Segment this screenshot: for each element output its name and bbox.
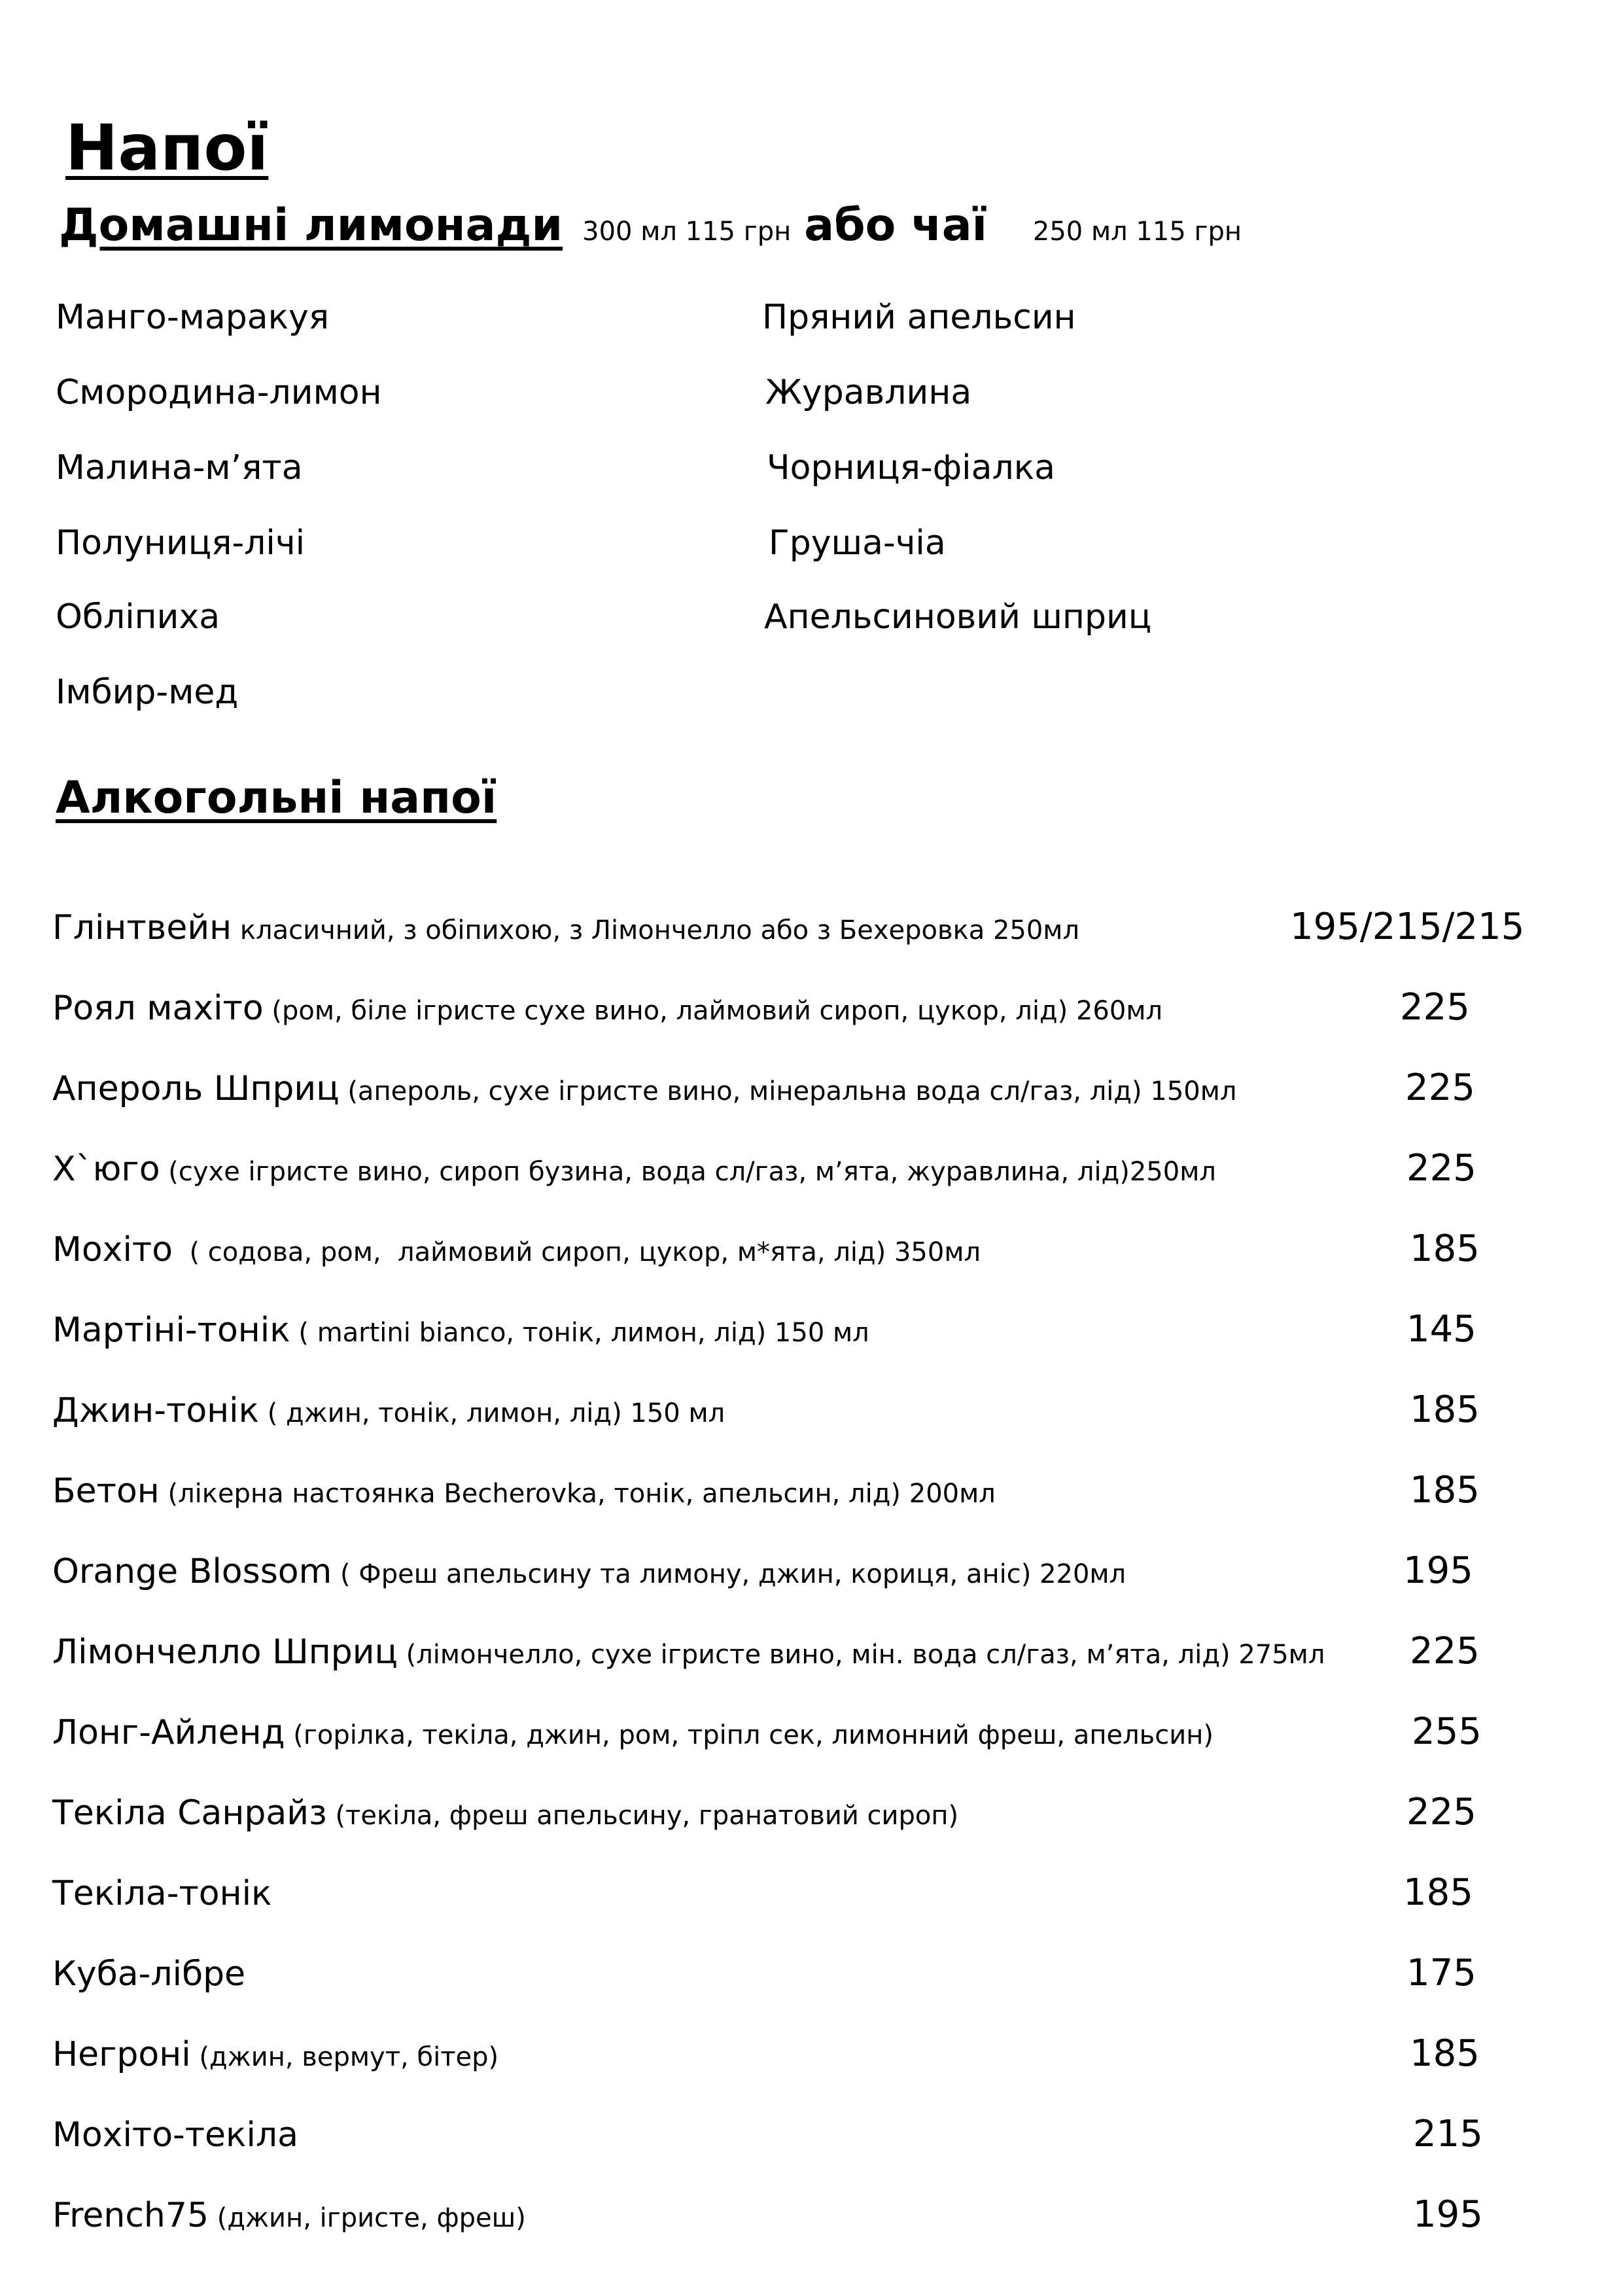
drink-row: [52, 1311, 869, 1350]
drink-price: 185: [1403, 1871, 1473, 1914]
drink-description: (джин, ігристе, фреш): [209, 2203, 526, 2233]
drink-price: 225: [1405, 1067, 1475, 1109]
lemonade-item: Апельсиновий шприц: [764, 597, 1152, 637]
page-title: Напої: [65, 111, 269, 185]
drink-name: Негроні: [52, 2035, 191, 2074]
drink-name: Мохіто-текіла: [52, 2115, 299, 2155]
drink-price: 195: [1403, 1549, 1473, 1592]
lemonade-item: Манго-маракуя: [56, 298, 330, 337]
alcohol-section-title: Алкогольні напої: [56, 772, 497, 824]
drink-description: (сухе ігристе вино, сироп бузина, вода сл/газ, м’ята, журавлина, лід)250мл: [160, 1157, 1216, 1187]
lemonade-item: Пряний апельсин: [762, 298, 1076, 337]
lemonade-item: Журавлина: [765, 373, 972, 412]
drink-row: [52, 1793, 958, 1833]
or-tea-label: або чаї: [804, 200, 987, 251]
drink-description: (текіла, фреш апельсину, гранатовий сироп): [326, 1801, 959, 1831]
drink-description: ( Фреш апельсину та лимону, джин, кориця, аніс) 220мл: [332, 1559, 1126, 1589]
drink-name: Апероль Шприц: [52, 1069, 340, 1108]
drink-price: 225: [1406, 1791, 1476, 1833]
drink-row: [52, 989, 1162, 1028]
lemonades-title: Домашні лимонади: [59, 200, 563, 251]
drink-price: 185: [1410, 2032, 1480, 2075]
drink-row: [52, 1472, 996, 1511]
drink-row: [52, 1069, 1236, 1108]
drink-row: [52, 1391, 725, 1430]
drink-row: [52, 1633, 1325, 1672]
drink-description: (джин, вермут, бітер): [190, 2042, 499, 2072]
lemonade-item: Полуниця-лічі: [56, 523, 305, 563]
drink-price: 225: [1400, 986, 1470, 1029]
drink-name: Мартіні-тонік: [52, 1311, 290, 1350]
lemonade-item: Імбир-мед: [56, 673, 239, 712]
drink-price: 195/215/215: [1290, 906, 1525, 948]
drink-description: ( содова, ром, лаймовий сироп, цукор, м*ята, лід) 350мл: [173, 1237, 981, 1267]
drink-name: Глінтвейн: [52, 908, 232, 947]
drink-price: 175: [1406, 1952, 1476, 1994]
drink-price: 215: [1413, 2113, 1483, 2155]
drink-name: Роял махіто: [52, 989, 264, 1028]
drink-name: Лімончелло Шприц: [52, 1633, 398, 1672]
drink-price: 185: [1410, 1227, 1480, 1270]
lemonades-price-note: 300 мл 115 грн: [582, 217, 792, 247]
drink-name: Куба-лібре: [52, 1954, 246, 1994]
lemonade-item: Чорниця-фіалка: [767, 448, 1055, 487]
lemonade-item: Смородина-лимон: [56, 373, 382, 412]
drink-description: (лімончелло, сухе ігристе вино, мін. вода сл/газ, м’ята, лід) 275мл: [397, 1640, 1325, 1670]
drink-price: 225: [1406, 1147, 1476, 1190]
drink-row: [52, 1230, 981, 1269]
drink-row: [52, 1954, 245, 1994]
lemonade-item: Обліпиха: [56, 597, 220, 637]
drink-row: [52, 1150, 1216, 1189]
lemonade-item: Груша-чіа: [769, 523, 946, 563]
drink-row: [52, 2115, 298, 2155]
drink-row: [52, 1552, 1126, 1591]
drink-row: [52, 1874, 271, 1913]
drink-name: Джин-тонік: [52, 1391, 259, 1430]
drink-description: ( martini bianco, тонік, лимон, лід) 150 мл: [290, 1318, 869, 1348]
drink-name: Мохіто: [52, 1230, 173, 1269]
drink-name: Текіла-тонік: [52, 1874, 272, 1913]
drink-description: (ром, біле ігристе сухе вино, лаймовий сироп, цукор, лід) 260мл: [263, 996, 1163, 1026]
drink-name: Лонг-Айленд: [52, 1713, 285, 1752]
drink-price: 195: [1413, 2193, 1483, 2236]
lemonades-heading: [59, 200, 1242, 251]
drink-description: класичний, з обіпихою, з Лімончелло або з Бехеровка 250мл: [232, 915, 1080, 945]
drink-name: Х`юго: [52, 1150, 160, 1189]
drink-description: (лікерна настоянка Becherovka, тонік, апельсин, лід) 200мл: [159, 1479, 996, 1509]
drink-description: ( джин, тонік, лимон, лід) 150 мл: [259, 1398, 725, 1428]
drink-row: [52, 2196, 526, 2235]
drink-price: 185: [1410, 1469, 1480, 1511]
drink-price: 185: [1410, 1388, 1480, 1431]
drink-description: (горілка, текіла, джин, ром, тріпл сек, лимонний фреш, апельсин): [285, 1720, 1213, 1750]
drink-price: 255: [1412, 1710, 1482, 1753]
drink-name: Текіла Санрайз: [52, 1793, 327, 1833]
drink-row: [52, 908, 1079, 947]
drink-name: Orange Blossom: [52, 1552, 332, 1591]
drink-price: 145: [1406, 1308, 1476, 1351]
drink-row: [52, 1713, 1213, 1752]
drink-price: 225: [1410, 1630, 1480, 1672]
drink-row: [52, 2035, 498, 2074]
drink-name: French75: [52, 2196, 209, 2235]
drink-description: (апероль, сухе ігристе вино, мінеральна вода сл/газ, лід) 150мл: [339, 1076, 1237, 1106]
lemonade-item: Малина-м’ята: [56, 448, 303, 487]
tea-price-note: 250 мл 115 грн: [1032, 217, 1242, 247]
drink-name: Бетон: [52, 1472, 160, 1511]
